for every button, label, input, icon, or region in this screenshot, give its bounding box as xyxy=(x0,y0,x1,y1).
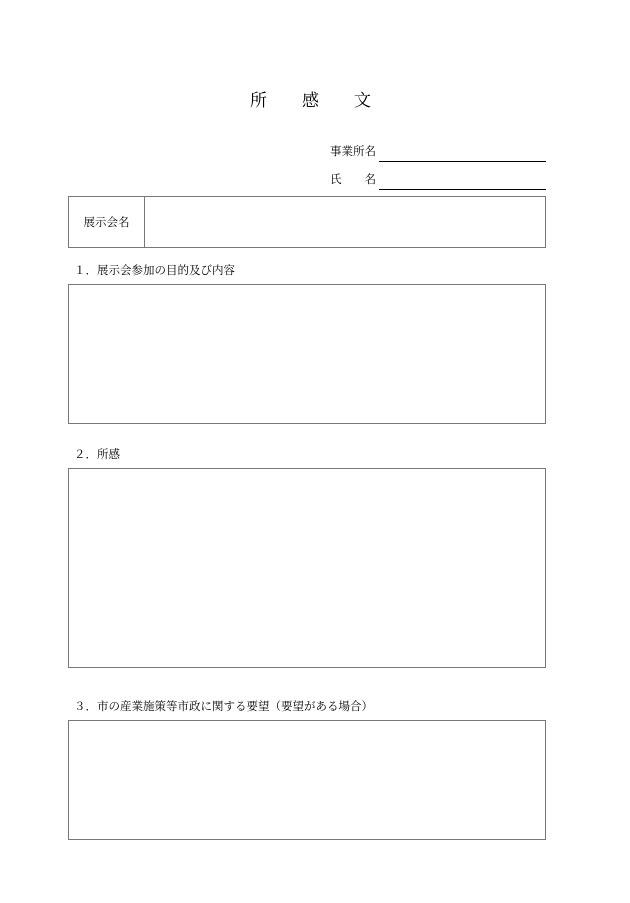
identity-row-name xyxy=(330,168,546,190)
identity-block xyxy=(330,140,546,196)
section-requests-heading: ３．市の産業施策等市政に関する要望（要望がある場合） xyxy=(74,701,373,713)
section-requests-textarea[interactable] xyxy=(68,720,546,840)
section-purpose-textarea[interactable] xyxy=(68,284,546,424)
identity-row-office xyxy=(330,140,546,162)
exhibition-name-table xyxy=(68,196,546,248)
person-name-field[interactable] xyxy=(379,172,546,190)
section-impressions xyxy=(68,448,546,668)
section-impressions-textarea[interactable] xyxy=(68,468,546,668)
section-purpose-heading: １．展示会参加の目的及び内容 xyxy=(74,265,235,277)
office-name-field[interactable] xyxy=(379,144,546,162)
section-purpose xyxy=(68,264,546,424)
section-requests xyxy=(68,700,546,840)
exhibition-name-input[interactable] xyxy=(145,197,545,247)
person-name-label: 氏 名 xyxy=(330,174,376,186)
office-name-label: 事業所名 xyxy=(330,146,376,158)
section-impressions-heading: ２．所感 xyxy=(74,449,120,461)
page-title: 所 感 文 xyxy=(250,91,380,110)
exhibition-name-label: 展示会名 xyxy=(69,197,145,247)
